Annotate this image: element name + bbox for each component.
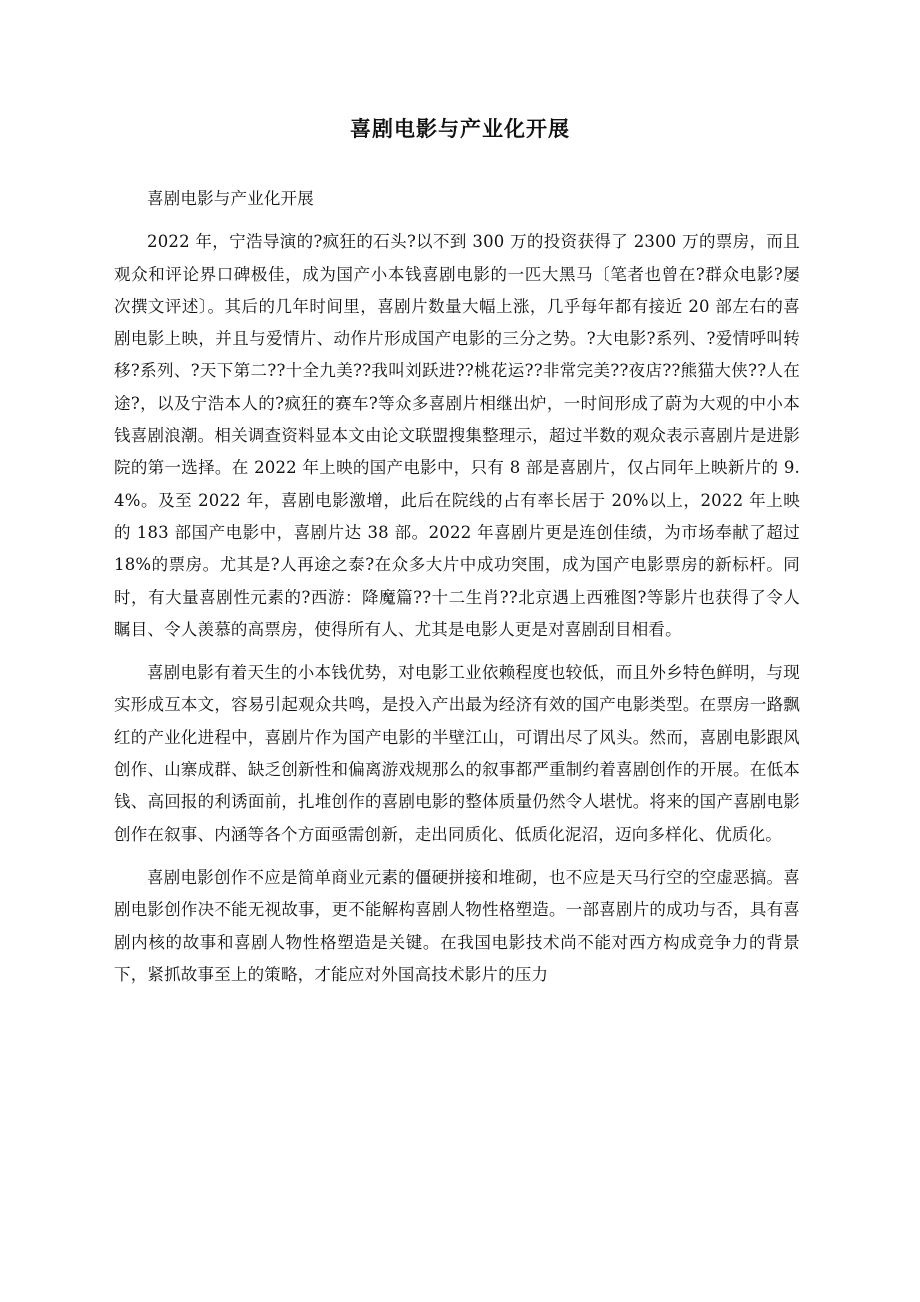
document-title: 喜剧电影与产业化开展	[350, 117, 570, 141]
document-body	[114, 183, 800, 991]
subtitle-paragraph: 喜剧电影与产业化开展	[147, 189, 314, 208]
body-paragraph: 喜剧电影有着天生的小本钱优势，对电影工业依赖程度也较低，而且外乡特色鲜明，与现实形成互本文，容易引起观众共鸣，是投入产出最为经济有效的国产电影类型。在票房一路飘红的产业化进程中，喜剧片作为国产电影的半壁江山，可谓出尽了风头。然而，喜剧电影跟风创作、山寨成群、缺乏创新性和偏离游戏规那么的叙事都严重制约着喜剧创作的开展。在低本钱、高回报的利诱面前，扎堆创作的喜剧电影的整体质量仍然令人堪忧。将来的国产喜剧电影创作在叙事、内涵等各个方面亟需创新，走出同质化、低质化泥沼，迈向多样化、优质化。	[114, 663, 800, 844]
body-paragraph: 2022 年，宁浩导演的?疯狂的石头?以不到 300 万的投资获得了 2300 万的票房，而且观众和评论界口碑极佳，成为国产小本钱喜剧电影的一匹大黑马〔笔者也曾在?群众电影?屡次撰文评述〕。其后的几年时间里，喜剧片数量大幅上涨，几乎每年都有接近 20 部左右的喜剧电影上映，并且与爱情片、动作片形成国产电影的三分之势。?大电影?系列、?爱情呼叫转移?系列、?天下第二??十全九美??我叫刘跃进??桃花运??非常完美??夜店??熊猫大侠??人在途?，以及宁浩本人的?疯狂的赛车?等众多喜剧片相继出炉，一时间形成了蔚为大观的中小本钱喜剧浪潮。相关调查资料显本文由论文联盟搜集整理示，超过半数的观众表示喜剧片是进影院的第一选择。在 2022 年上映的国产电影中，只有 8 部是喜剧片，仅占同年上映新片的 9.4%。及至 2022 年，喜剧电影激增，此后在院线的占有率长居于 20%以上，2022 年上映的 183 部国产电影中，喜剧片达 38 部。2022 年喜剧片更是连创佳绩，为市场奉献了超过 18%的票房。尤其是?人再途之泰?在众多大片中成功突围，成为国产电影票房的新标杆。同时，有大量喜剧性元素的?西游：降魔篇??十二生肖??北京遇上西雅图?等影片也获得了令人瞩目、令人羡慕的高票房，使得所有人、尤其是电影人更是对喜剧刮目相看。	[114, 232, 800, 639]
body-paragraph: 喜剧电影创作不应是简单商业元素的僵硬拼接和堆砌，也不应是天马行空的空虚恶搞。喜剧电影创作决不能无视故事，更不能解构喜剧人物性格塑造。一部喜剧片的成功与否，具有喜剧内核的故事和喜剧人物性格塑造是关键。在我国电影技术尚不能对西方构成竞争力的背景下，紧抓故事至上的策略，才能应对外国高技术影片的压力	[114, 867, 800, 984]
